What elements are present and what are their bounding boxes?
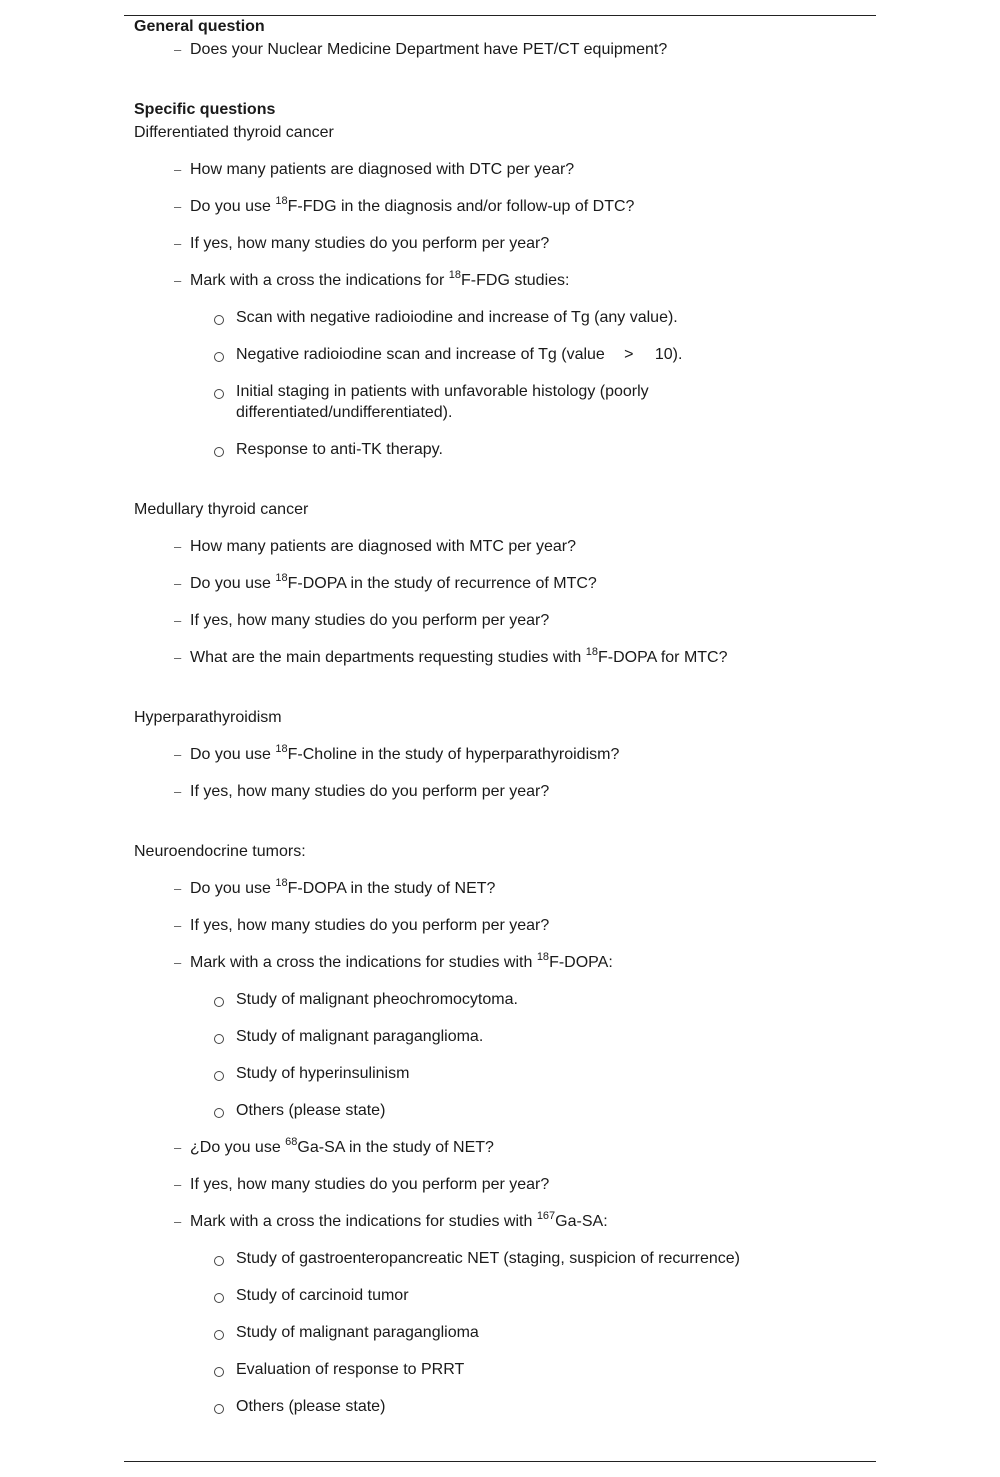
question-net-ga-use: ¿Do you use $^{68}$Ga-SA in the study of NET? bbox=[190, 1135, 494, 1156]
option-dtc-3-line1: Initial staging in patients with unfavorable histology (poorly bbox=[236, 383, 649, 400]
list-dash: – bbox=[174, 539, 182, 554]
question-net-dopa-indications: Mark with a cross the indications for studies with $^{18}$F-DOPA: bbox=[190, 950, 613, 971]
option-ga-prrt-response: Evaluation of response to PRRT bbox=[236, 1361, 465, 1378]
question-dtc-fdg-indications: Mark with a cross the indications for $^{18}$F-FDG studies: bbox=[190, 268, 570, 289]
section-title-hyperparathyroidism: Hyperparathyroidism bbox=[134, 709, 282, 726]
option-dopa-paraganglioma: Study of malignant paraganglioma. bbox=[236, 1028, 484, 1045]
general-question-heading: General question bbox=[134, 18, 265, 35]
option-dopa-hyperinsulinism: Study of hyperinsulinism bbox=[236, 1065, 410, 1082]
question-mtc-patients: How many patients are diagnosed with MTC per year? bbox=[190, 538, 576, 555]
circle-bullet-icon bbox=[214, 447, 224, 457]
option-dtc-4: Response to anti-TK therapy. bbox=[236, 441, 443, 458]
option-ga-carcinoid: Study of carcinoid tumor bbox=[236, 1287, 409, 1304]
option-dtc-1: Scan with negative radioiodine and increase of Tg (any value). bbox=[236, 309, 678, 326]
list-dash: – bbox=[174, 1177, 182, 1192]
list-dash: – bbox=[174, 273, 182, 288]
question-mtc-departments: What are the main departments requesting studies with $^{18}$F-DOPA for MTC? bbox=[190, 645, 728, 666]
question-net-ga-indications: Mark with a cross the indications for studies with $^{167}$Ga-SA: bbox=[190, 1209, 608, 1230]
question-pet-ct: Does your Nuclear Medicine Department have PET/CT equipment? bbox=[190, 41, 668, 58]
list-dash: – bbox=[174, 1140, 182, 1155]
list-dash: – bbox=[174, 613, 182, 628]
option-dopa-others: Others (please state) bbox=[236, 1102, 386, 1119]
section-title-net: Neuroendocrine tumors: bbox=[134, 843, 306, 860]
option-dopa-pheochromocytoma: Study of malignant pheochromocytoma. bbox=[236, 991, 518, 1008]
list-dash: – bbox=[174, 650, 182, 665]
section-title-mtc: Medullary thyroid cancer bbox=[134, 501, 309, 518]
option-ga-others: Others (please state) bbox=[236, 1398, 386, 1415]
specific-questions-heading: Specific questions bbox=[134, 101, 276, 118]
list-dash: – bbox=[174, 42, 182, 57]
question-net-ga-studies-count: If yes, how many studies do you perform per year? bbox=[190, 1176, 550, 1193]
list-dash: – bbox=[174, 784, 182, 799]
question-hpt-studies-count: If yes, how many studies do you perform per year? bbox=[190, 783, 550, 800]
list-dash: – bbox=[174, 576, 182, 591]
list-dash: – bbox=[174, 918, 182, 933]
question-dtc-studies-count: If yes, how many studies do you perform per year? bbox=[190, 235, 550, 252]
circle-bullet-icon bbox=[214, 389, 224, 399]
circle-bullet-icon bbox=[214, 1034, 224, 1044]
question-dtc-fdg-use: Do you use $^{18}$F-FDG in the diagnosis and/or follow-up of DTC? bbox=[190, 194, 635, 215]
option-ga-paraganglioma: Study of malignant paraganglioma bbox=[236, 1324, 479, 1341]
circle-bullet-icon bbox=[214, 1071, 224, 1081]
circle-bullet-icon bbox=[214, 1108, 224, 1118]
question-mtc-dopa-use: Do you use $^{18}$F-DOPA in the study of recurrence of MTC? bbox=[190, 571, 597, 592]
top-rule bbox=[124, 15, 876, 16]
question-net-dopa-use: Do you use $^{18}$F-DOPA in the study of NET? bbox=[190, 876, 496, 897]
option-ga-gep-net: Study of gastroenteropancreatic NET (staging, suspicion of recurrence) bbox=[236, 1250, 740, 1267]
question-net-dopa-studies-count: If yes, how many studies do you perform per year? bbox=[190, 917, 550, 934]
list-dash: – bbox=[174, 1214, 182, 1229]
section-title-dtc: Differentiated thyroid cancer bbox=[134, 124, 334, 141]
list-dash: – bbox=[174, 747, 182, 762]
option-dtc-2: Negative radioiodine scan and increase of Tg (value > 10). bbox=[236, 346, 683, 363]
circle-bullet-icon bbox=[214, 997, 224, 1007]
circle-bullet-icon bbox=[214, 1256, 224, 1266]
list-dash: – bbox=[174, 955, 182, 970]
list-dash: – bbox=[174, 199, 182, 214]
circle-bullet-icon bbox=[214, 315, 224, 325]
question-dtc-patients: How many patients are diagnosed with DTC per year? bbox=[190, 161, 575, 178]
circle-bullet-icon bbox=[214, 1404, 224, 1414]
circle-bullet-icon bbox=[214, 1293, 224, 1303]
list-dash: – bbox=[174, 236, 182, 251]
bottom-rule bbox=[124, 1461, 876, 1462]
circle-bullet-icon bbox=[214, 352, 224, 362]
list-dash: – bbox=[174, 881, 182, 896]
circle-bullet-icon bbox=[214, 1367, 224, 1377]
circle-bullet-icon bbox=[214, 1330, 224, 1340]
list-dash: – bbox=[174, 162, 182, 177]
question-hpt-choline-use: Do you use $^{18}$F-Choline in the study of hyperparathyroidism? bbox=[190, 742, 620, 763]
option-dtc-3-line2: differentiated/undifferentiated). bbox=[236, 404, 453, 421]
question-mtc-studies-count: If yes, how many studies do you perform per year? bbox=[190, 612, 550, 629]
